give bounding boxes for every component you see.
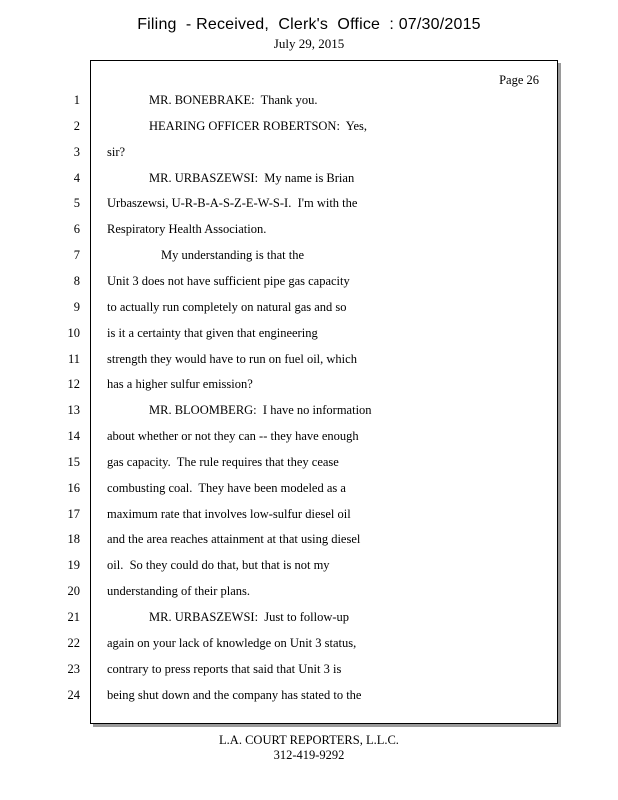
line-number: 2 xyxy=(73,118,80,133)
line-number: 23 xyxy=(67,661,80,676)
line-number: 19 xyxy=(67,558,80,573)
line-text: MR. BONEBRAKE: Thank you. xyxy=(149,93,318,107)
line-number: 7 xyxy=(73,248,80,263)
line-text: MR. BLOOMBERG: I have no information xyxy=(149,403,372,418)
line-text: about whether or not they can -- they have enough xyxy=(107,429,359,444)
line-text: MR. URBASZEWSI: Just to follow-up xyxy=(149,610,350,624)
line-text: oil. So they could do that, but that is not my xyxy=(107,558,330,573)
line-text: gas capacity. The rule requires that they cease xyxy=(107,454,339,469)
line-number: 20 xyxy=(67,584,80,599)
line-number: 17 xyxy=(67,506,80,521)
line-text: is it a certainty that given that engineering xyxy=(107,325,318,340)
line-text: MR. URBASZEWSI: My name is Brian xyxy=(149,170,355,185)
line-number: 4 xyxy=(73,170,80,185)
line-number: 18 xyxy=(67,532,80,547)
line-text: Respiratory Health Association. xyxy=(107,222,267,237)
line-number: 21 xyxy=(67,610,80,624)
line-number: 12 xyxy=(67,377,80,392)
line-text: and the area reaches attainment at that using diesel xyxy=(107,532,361,547)
footer-company: L.A. COURT REPORTERS, L.L.C. xyxy=(219,733,399,747)
line-number: 16 xyxy=(67,480,80,495)
line-number: 13 xyxy=(67,403,80,418)
line-number: 15 xyxy=(67,454,80,469)
line-text: again on your lack of knowledge on Unit 3 status, xyxy=(107,635,357,650)
line-number: 3 xyxy=(73,144,80,159)
line-number: 8 xyxy=(73,273,80,288)
line-number: 22 xyxy=(67,635,80,650)
line-text: Unit 3 does not have sufficient pipe gas capacity xyxy=(107,273,350,288)
line-text: strength they would have to run on fuel oil, which xyxy=(107,351,357,366)
line-text: sir? xyxy=(107,144,126,159)
line-text: to actually run completely on natural gas and so xyxy=(107,299,347,314)
line-number: 1 xyxy=(73,93,80,107)
line-text: understanding of their plans. xyxy=(107,584,251,599)
line-text: contrary to press reports that said that Unit 3 is xyxy=(107,661,342,676)
line-number: 10 xyxy=(67,325,80,340)
line-text: combusting coal. They have been modeled as a xyxy=(107,480,346,495)
line-text: HEARING OFFICER ROBERTSON: Yes, xyxy=(149,118,368,133)
line-text: maximum rate that involves low-sulfur diesel oil xyxy=(107,506,351,521)
filing-stamp: Filing - Received, Clerk's Office : 07/30/2015 xyxy=(137,16,481,33)
line-text: has a higher sulfur emission? xyxy=(107,377,253,392)
line-number: 9 xyxy=(73,299,80,314)
line-number: 24 xyxy=(67,687,80,702)
line-text: My understanding is that the xyxy=(161,248,305,263)
page-number: Page 26 xyxy=(499,73,539,87)
line-number: 14 xyxy=(67,429,80,444)
line-number: 11 xyxy=(67,351,80,366)
transcript-date: July 29, 2015 xyxy=(273,36,345,51)
line-text: being shut down and the company has stated to the xyxy=(107,687,362,702)
line-number: 5 xyxy=(73,196,80,211)
footer-phone: 312-419-9292 xyxy=(273,748,345,762)
line-text: Urbaszewsi, U-R-B-A-S-Z-E-W-S-I. I'm with the xyxy=(107,196,358,211)
line-number: 6 xyxy=(73,222,80,237)
